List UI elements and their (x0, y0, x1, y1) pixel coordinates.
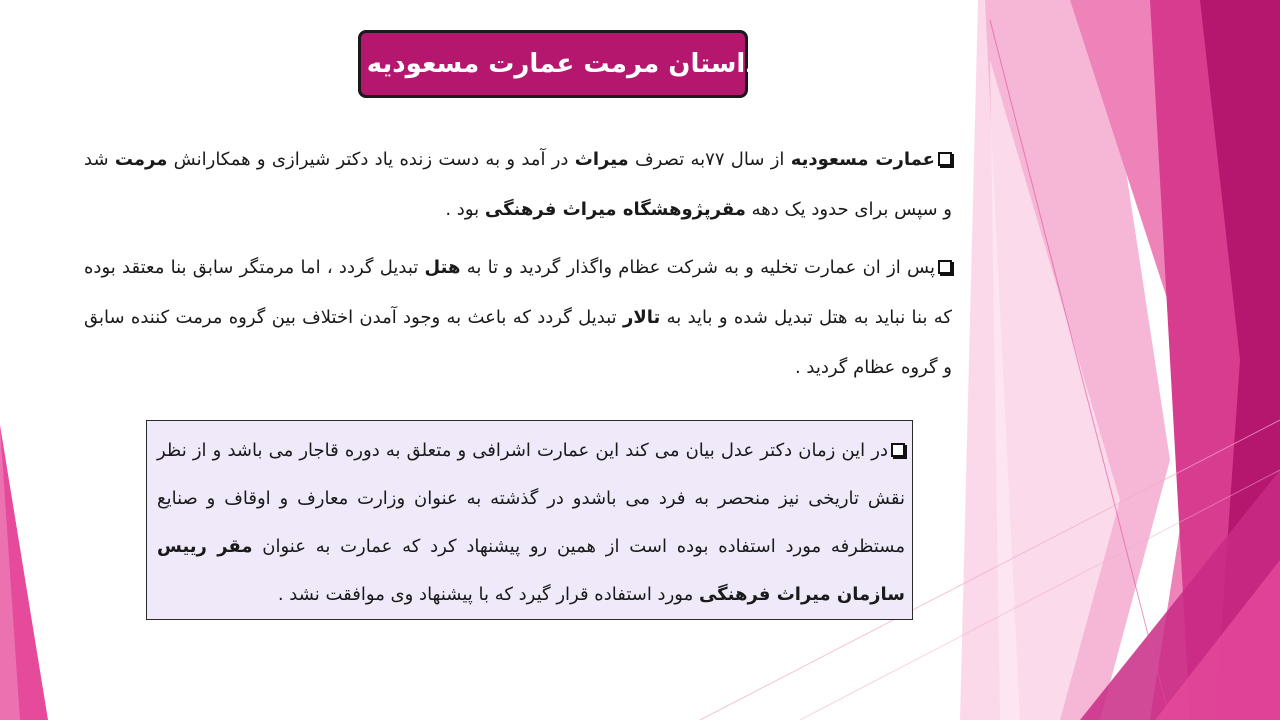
text-bold: هتل (424, 257, 461, 278)
text-bold: مرمت (114, 149, 168, 170)
text-bold: مقرپژوهشگاه میراث فرهنگی (484, 199, 746, 220)
paragraph-2 (84, 243, 952, 393)
text-bold: عمارت مسعودیه (790, 149, 935, 170)
checkbox-bullet-icon (938, 152, 952, 166)
text-bold: تالار (622, 307, 661, 328)
text-run: پس از ان عمارت تخلیه و به شرکت عظام واگذار گردید و تا به (460, 257, 935, 278)
text-run: تبدیل گردد که باعث به وجود آمدن اختلاف بین گروه مرمت کننده سابق و گروه عظام گردید . (84, 307, 952, 378)
checkbox-bullet-icon (891, 443, 905, 457)
text-run: در این زمان دکتر عدل بیان می کند این عمارت اشرافی و متعلق به دوره قاجار می باشد و از نظر نقش تاریخی نیز منحصر به فرد می باشدو در گذشته به عنوان وزارت معارف و اوقاف و صنایع مستظرفه مورد استفاده بوده است از همین رو پیشنهاد کرد که عمارت به عنوان (157, 440, 906, 557)
paragraph-1 (84, 135, 952, 235)
paragraph-3 (157, 427, 905, 619)
text-bold: مقر رییس سازمان میراث فرهنگی (157, 536, 905, 605)
text-run: در آمد و به دست زنده یاد دکتر شیرازی و همکارانش (167, 149, 575, 170)
text-run: تبدیل گردد ، اما مرمتگر سابق بنا معتقد بوده که بنا نباید به هتل تبدیل شده و باید به (84, 257, 952, 328)
text-run: شد و سپس برای حدود یک دهه (84, 149, 952, 220)
slide-title: داستان مرمت عمارت مسعودیه : (347, 49, 759, 79)
text-run: از سال ۷۷به تصرف (628, 149, 791, 170)
highlight-box (146, 420, 913, 620)
text-run: بود . (445, 199, 485, 220)
title-box (347, 30, 759, 98)
checkbox-bullet-icon (938, 260, 952, 274)
text-bold: میراث (574, 149, 629, 170)
text-run: مورد استفاده قرار گیرد که با پیشنهاد وی موافقت نشد . (277, 584, 699, 605)
